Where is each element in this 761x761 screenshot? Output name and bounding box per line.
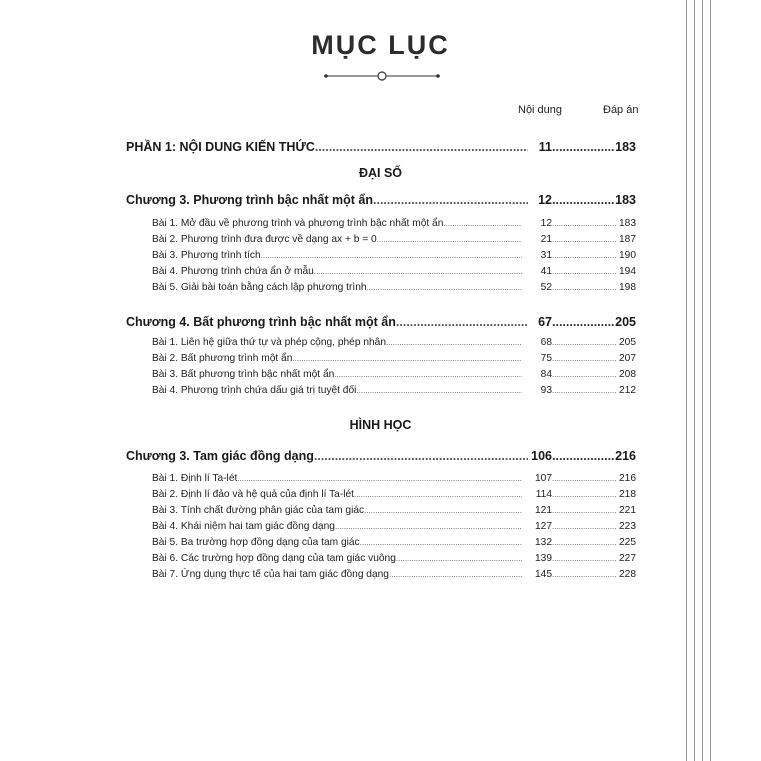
leader-dots	[335, 522, 522, 531]
leader-dots	[373, 193, 528, 207]
toc-lesson-row[interactable]	[152, 218, 636, 229]
toc-lesson-row[interactable]	[152, 489, 636, 500]
toc-lesson-row[interactable]	[152, 473, 636, 484]
leader-dots	[396, 554, 522, 563]
toc-answer-page: 225	[619, 537, 636, 548]
toc-part-label: PHẦN 1: NỘI DUNG KIẾN THỨC	[126, 140, 315, 154]
leader-dots	[552, 267, 616, 276]
toc-page-number: 52	[540, 282, 552, 293]
toc-lesson-row[interactable]	[152, 553, 636, 564]
toc-lesson-label: Bài 5. Giải bài toán bằng cách lập phương trình	[152, 282, 367, 293]
toc-page-number: 21	[540, 234, 552, 245]
leader-dots	[261, 251, 522, 260]
page-edge-line	[694, 0, 695, 761]
toc-lesson-label: Bài 1. Định lí Ta-lét	[152, 473, 238, 484]
leader-dots	[552, 474, 616, 483]
toc-lesson-label: Bài 2. Bất phương trình một ẩn	[152, 353, 293, 364]
leader-dots	[552, 140, 614, 154]
toc-lesson-row[interactable]	[152, 505, 636, 516]
leader-dots	[552, 506, 616, 515]
toc-lesson-row[interactable]	[152, 234, 636, 245]
toc-page-number: 12	[540, 218, 552, 229]
leader-dots	[552, 370, 616, 379]
toc-answer-page: 187	[619, 234, 636, 245]
toc-page-number: 139	[535, 553, 552, 564]
toc-lesson-row[interactable]	[152, 569, 636, 580]
toc-lesson-label: Bài 4. Phương trình chứa dấu giá trị tuyệt đối	[152, 385, 357, 396]
leader-dots	[314, 267, 522, 276]
toc-answer-page: 208	[619, 369, 636, 380]
toc-lesson-label: Bài 4. Khái niệm hai tam giác đồng dạng	[152, 521, 335, 532]
toc-answer-page: 194	[619, 266, 636, 277]
toc-part-row[interactable]	[126, 140, 636, 154]
toc-page-number: 41	[540, 266, 552, 277]
toc-lesson-label: Bài 2. Phương trình đưa được về dạng ax + b = 0	[152, 234, 377, 245]
leader-dots	[552, 235, 616, 244]
page-title: MỤC LỤC	[311, 30, 450, 60]
toc-answer-page: 228	[619, 569, 636, 580]
leader-dots	[314, 449, 528, 463]
toc-lesson-label: Bài 6. Các trường hợp đồng dạng của tam giác vuông	[152, 553, 396, 564]
leader-dots	[315, 140, 528, 154]
toc-page-number: 121	[535, 505, 552, 516]
toc-page-number: 114	[535, 489, 552, 500]
toc-page-number: 31	[540, 250, 552, 261]
toc-lesson-row[interactable]	[152, 337, 636, 348]
toc-lesson-row[interactable]	[152, 250, 636, 261]
toc-answer-page: 212	[619, 385, 636, 396]
leader-dots	[386, 338, 522, 347]
leader-dots	[334, 370, 522, 379]
toc-answer-page: 183	[619, 218, 636, 229]
column-header-content: Nội dung	[518, 104, 563, 116]
toc-page-number: 84	[540, 369, 552, 380]
toc-page-number: 107	[535, 473, 552, 484]
toc-page-number: 11	[538, 140, 552, 154]
leader-dots	[367, 283, 522, 292]
toc-lesson-label: Bài 3. Tính chất đường phân giác của tam giác	[152, 505, 365, 516]
toc-lesson-row[interactable]	[152, 537, 636, 548]
toc-answer-page: 216	[619, 473, 636, 484]
toc-answer-page: 207	[619, 353, 636, 364]
toc-chapter-label: Chương 3. Tam giác đồng dạng	[126, 449, 314, 463]
leader-dots	[396, 315, 528, 329]
leader-dots	[552, 315, 614, 329]
toc-page-number: 127	[535, 521, 552, 532]
leader-dots	[354, 490, 522, 499]
toc-chapter-row[interactable]	[126, 193, 636, 207]
toc-lesson-label: Bài 3. Bất phương trình bậc nhất một ẩn	[152, 369, 335, 380]
leader-dots	[552, 338, 616, 347]
toc-lesson-label: Bài 1. Liên hệ giữa thứ tự và phép cộng, phép nhân	[152, 337, 386, 348]
toc-page-number: 132	[535, 537, 552, 548]
toc-page-number: 106	[531, 449, 552, 463]
leader-dots	[237, 474, 522, 483]
toc-lesson-label: Bài 1. Mở đầu về phương trình và phương trình bậc nhất một ẩn	[152, 218, 444, 229]
toc-answer-page: 183	[615, 140, 636, 154]
toc-lesson-label: Bài 7. Ứng dụng thực tế của hai tam giác đồng dạng	[152, 569, 389, 580]
section-heading-geometry: HÌNH HỌC	[349, 418, 412, 432]
leader-dots	[552, 490, 616, 499]
section-heading-algebra: ĐẠI SỐ	[358, 166, 403, 180]
page-edge-line	[710, 0, 711, 761]
toc-answer-page: 218	[619, 489, 636, 500]
leader-dots	[292, 354, 522, 363]
toc-answer-page: 183	[615, 193, 636, 207]
column-header-answers: Đáp án	[603, 104, 639, 116]
page-edge-line	[686, 0, 687, 761]
toc-page-number: 12	[538, 193, 552, 207]
leader-dots	[552, 219, 616, 228]
toc-lesson-row[interactable]	[152, 369, 636, 380]
toc-page-number: 75	[540, 353, 552, 364]
leader-dots	[552, 554, 616, 563]
toc-chapter-label: Chương 4. Bất phương trình bậc nhất một ẩn	[126, 315, 396, 329]
leader-dots	[443, 219, 522, 228]
toc-lesson-label: Bài 3. Phương trình tích	[152, 250, 261, 261]
toc-lesson-row[interactable]	[152, 353, 636, 364]
leader-dots	[377, 235, 522, 244]
leader-dots	[552, 354, 616, 363]
leader-dots	[552, 283, 616, 292]
page-edge-line	[702, 0, 703, 761]
toc-answer-page: 205	[615, 315, 636, 329]
leader-dots	[364, 506, 522, 515]
leader-dots	[552, 449, 614, 463]
toc-page-number: 145	[535, 569, 552, 580]
toc-answer-page: 205	[619, 337, 636, 348]
toc-answer-page: 190	[619, 250, 636, 261]
leader-dots	[552, 538, 616, 547]
leader-dots	[552, 570, 616, 579]
toc-lesson-row[interactable]	[152, 282, 636, 293]
toc-answer-page: 223	[619, 521, 636, 532]
toc-lesson-row[interactable]	[152, 266, 636, 277]
toc-page-number: 93	[540, 385, 552, 396]
toc-chapter-row[interactable]	[126, 449, 636, 463]
toc-lesson-row[interactable]	[152, 521, 636, 532]
leader-dots	[552, 193, 614, 207]
toc-chapter-label: Chương 3. Phương trình bậc nhất một ẩn	[126, 193, 373, 207]
toc-lesson-label: Bài 4. Phương trình chứa ẩn ở mẫu	[152, 266, 314, 277]
toc-answer-page: 198	[619, 282, 636, 293]
toc-page-number: 67	[538, 315, 552, 329]
toc-lesson-label: Bài 2. Định lí đảo và hệ quả của định lí Ta-lét	[152, 489, 354, 500]
toc-lesson-row[interactable]	[152, 385, 636, 396]
leader-dots	[389, 570, 522, 579]
leader-dots	[356, 386, 522, 395]
toc-page-number: 68	[540, 337, 552, 348]
leader-dots	[552, 522, 616, 531]
toc-answer-page: 227	[619, 553, 636, 564]
title-ornament-icon	[322, 70, 442, 82]
leader-dots	[360, 538, 522, 547]
toc-answer-page: 216	[615, 449, 636, 463]
toc-chapter-row[interactable]	[126, 315, 636, 329]
toc-lesson-label: Bài 5. Ba trường hợp đồng dạng của tam giác	[152, 537, 360, 548]
leader-dots	[552, 386, 616, 395]
leader-dots	[552, 251, 616, 260]
toc-answer-page: 221	[619, 505, 636, 516]
